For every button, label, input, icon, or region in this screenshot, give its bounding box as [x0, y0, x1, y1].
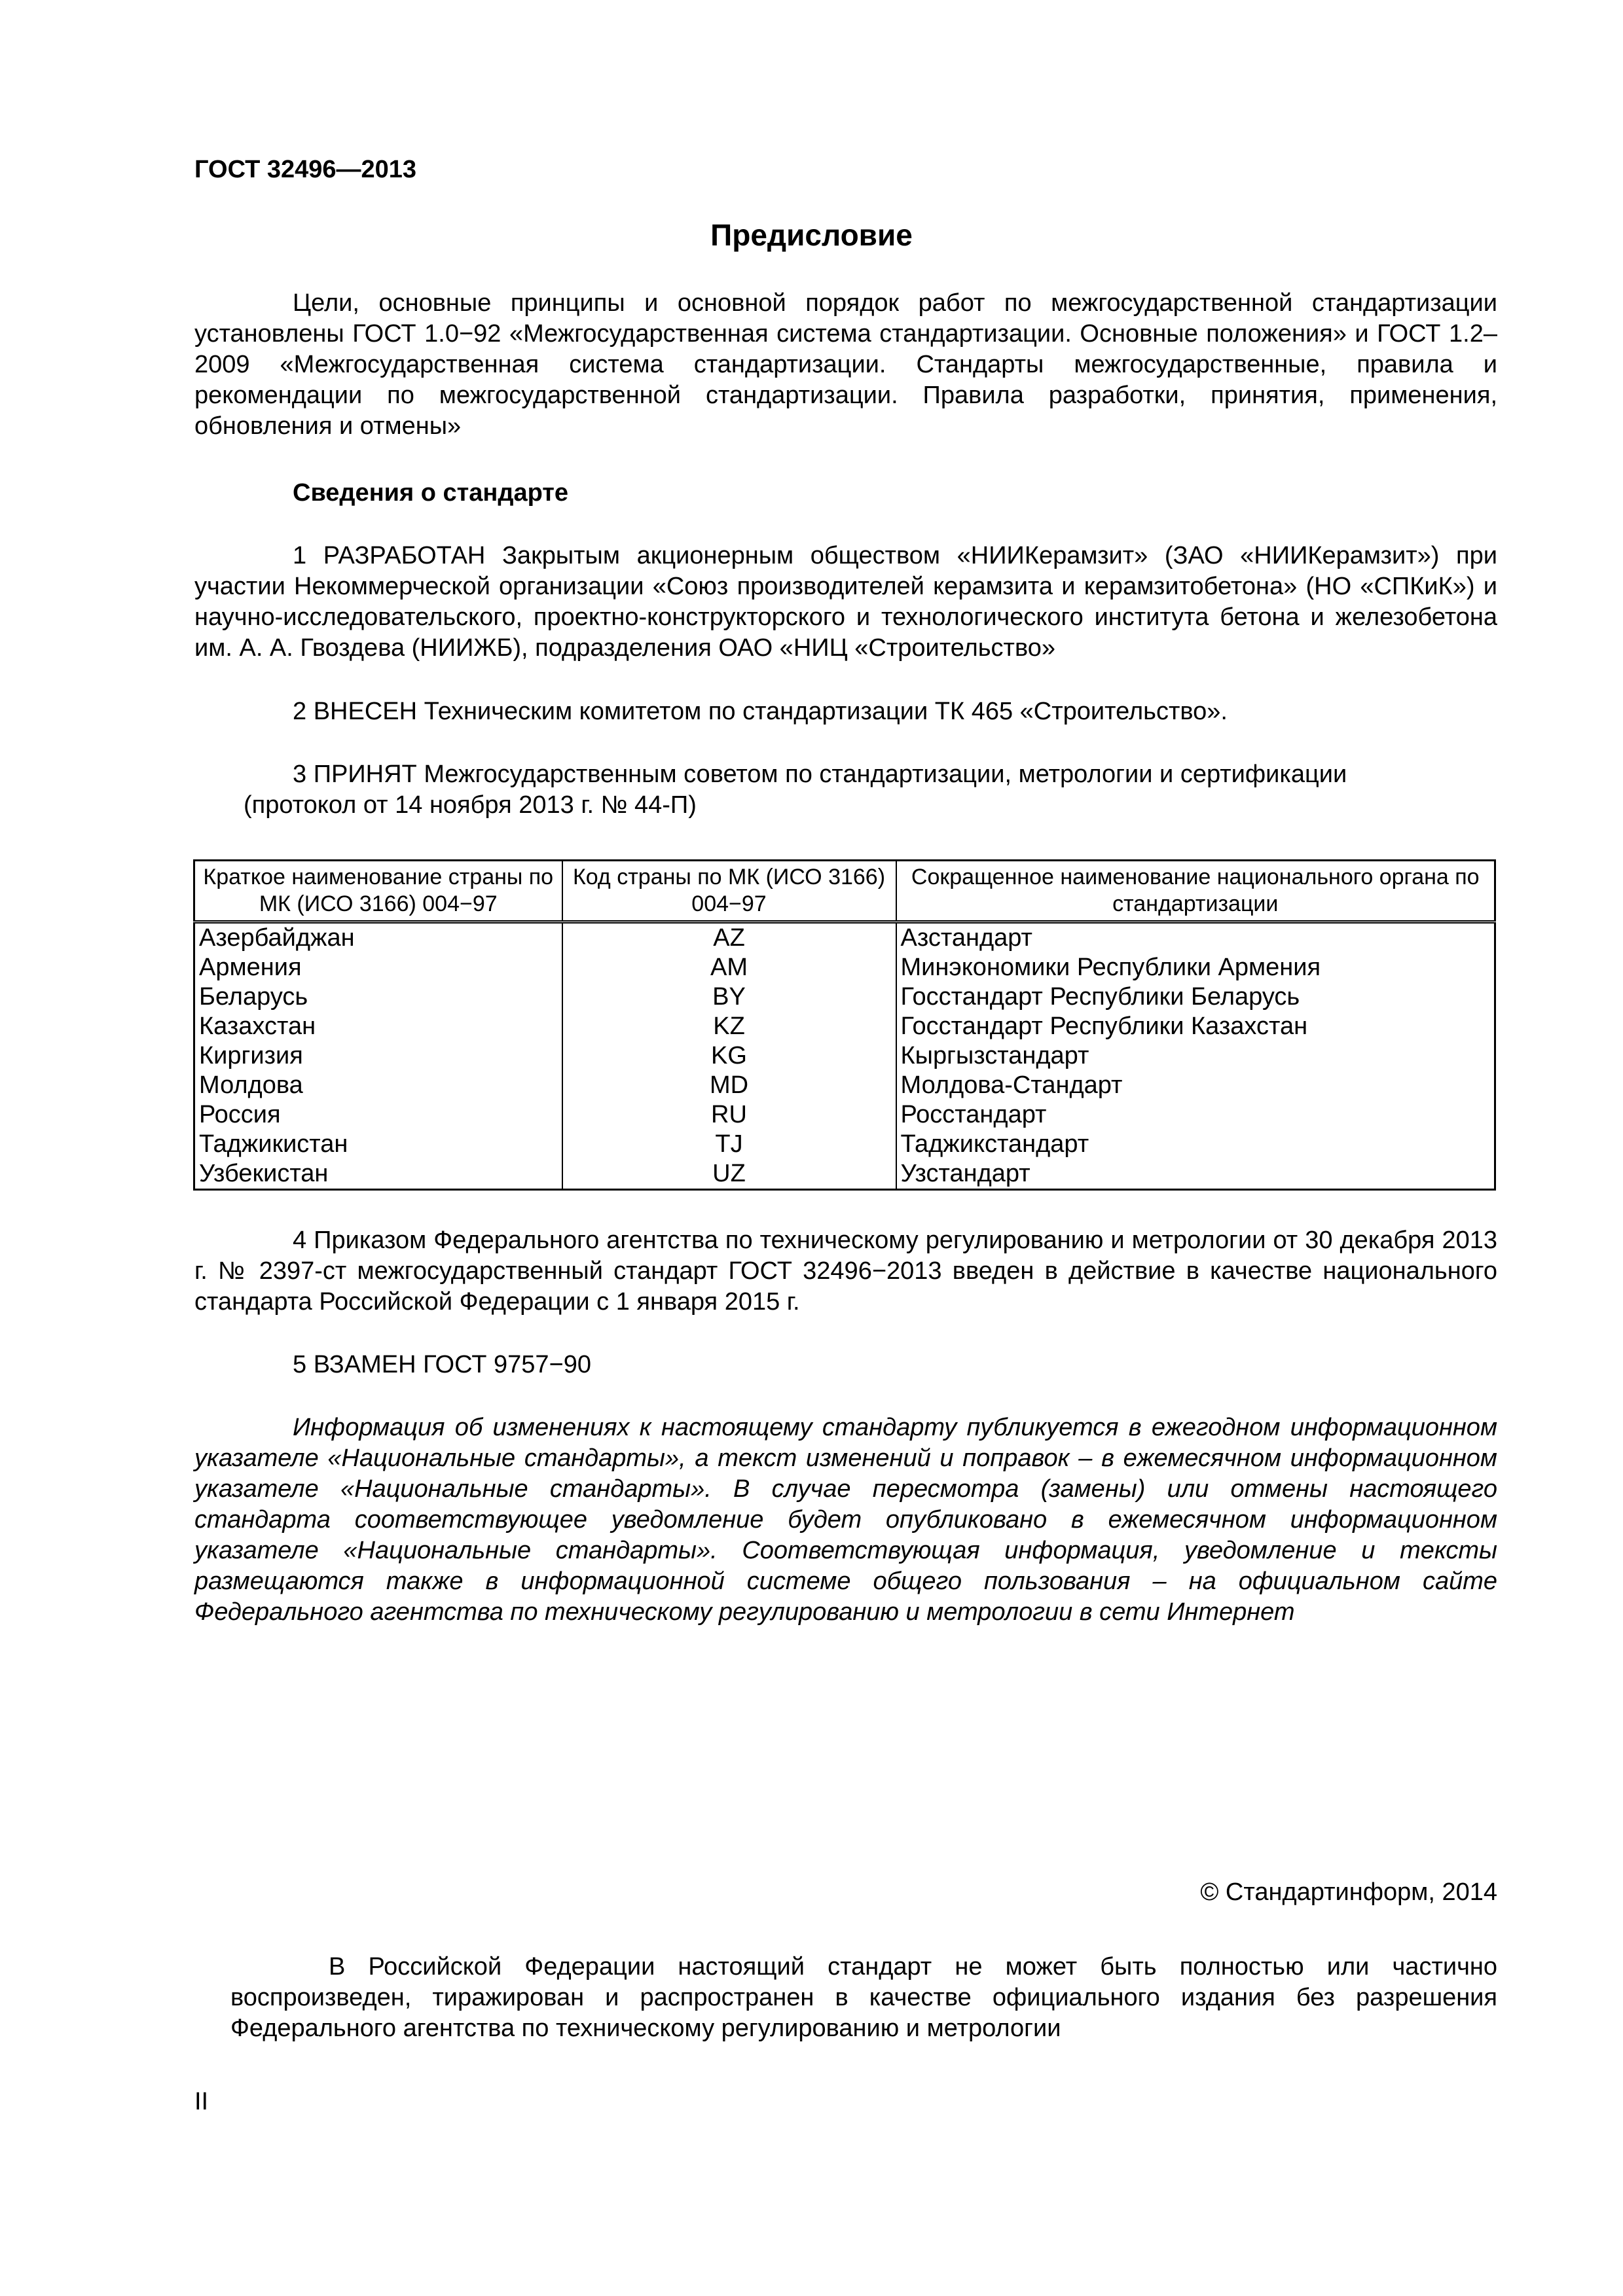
cell-country: Молдова: [194, 1071, 562, 1100]
cell-country: Армения: [194, 953, 562, 982]
cell-body: Таджикстандарт: [896, 1130, 1495, 1159]
cell-body: Узстандарт: [896, 1159, 1495, 1190]
cell-body: Росстандарт: [896, 1100, 1495, 1130]
member-states-table: [193, 859, 1496, 1191]
cell-country: Казахстан: [194, 1012, 562, 1041]
footer-note-paragraph: В Российской Федерации настоящий стандарт не может быть полностью или частично воспроизведен, тиражирован и распространен в качестве официального издания без разрешения Федерального агентства по техническому регулированию и метрологии: [230, 1953, 1497, 2042]
cell-country: Азербайджан: [194, 922, 562, 954]
cell-code: AM: [562, 953, 896, 982]
item2-paragraph: 2 ВНЕСЕН Техническим комитетом по стандартизации ТК 465 «Строительство».: [293, 698, 1228, 725]
info-note-block: [194, 1412, 1497, 1628]
item5-paragraph: 5 ВЗАМЕН ГОСТ 9757−90: [293, 1351, 592, 1378]
cell-code: UZ: [562, 1159, 896, 1190]
item3-protocol: (протокол от 14 ноября 2013 г. № 44-П): [244, 791, 697, 819]
table-row: [194, 1159, 1495, 1190]
cell-code: KZ: [562, 1012, 896, 1041]
item1-paragraph: 1 РАЗРАБОТАН Закрытым акционерным обществом «НИИКерамзит» (ЗАО «НИИКерамзит») при участии Некоммерческой организации «Союз производителей керамзита и керамзитобетона» (НО «СПКиК») и научно-исследовательского, проектно-конструкторского и технологического института бетона и железобетона им. А. А. Гвоздева (НИИЖБ), подразделения ОАО «НИЦ «Строительство»: [194, 542, 1497, 662]
info-note-paragraph: Информация об изменениях к настоящему стандарту публикуется в ежегодном информационном указателе «Национальные стандарты», а текст изменений и поправок – в ежемесячном информационном указателе «Национальные стандарты». В случае пересмотра (замены) или отмены настоящего стандарта соответствующее уведомление будет опубликовано в ежемесячном информационном указателе «Национальные стандарты». Соответствующая информация, уведомление и тексты размещаются также в информационной системе общего пользования – на официальном сайте Федерального агентства по техническому регулированию и метрологии в сети Интернет: [194, 1414, 1497, 1626]
intro-block: [194, 288, 1497, 442]
cell-country: Киргизия: [194, 1041, 562, 1071]
cell-country: Таджикистан: [194, 1130, 562, 1159]
cell-body: Госстандарт Республики Казахстан: [896, 1012, 1495, 1041]
cell-country: Узбекистан: [194, 1159, 562, 1190]
cell-body: Минэкономики Республики Армения: [896, 953, 1495, 982]
table-header-code: Код страны по МК (ИСО 3166) 004−97: [562, 861, 896, 922]
table-row: [194, 1041, 1495, 1071]
item1-block: [194, 541, 1497, 664]
cell-body: Азстандарт: [896, 922, 1495, 954]
table-row: [194, 1100, 1495, 1130]
copyright-line: © Стандартинформ, 2014: [1200, 1878, 1497, 1906]
cell-code: MD: [562, 1071, 896, 1100]
cell-code: TJ: [562, 1130, 896, 1159]
cell-country: Россия: [194, 1100, 562, 1130]
item3-block: [194, 759, 1497, 821]
table-row: [194, 982, 1495, 1012]
cell-country: Беларусь: [194, 982, 562, 1012]
item4-block: [194, 1225, 1497, 1318]
cell-body: Молдова-Стандарт: [896, 1071, 1495, 1100]
cell-code: KG: [562, 1041, 896, 1071]
section-heading: Сведения о стандарте: [293, 479, 569, 507]
footer-note-block: [230, 1952, 1497, 2044]
item5-block: [194, 1350, 1497, 1380]
cell-body: Госстандарт Республики Беларусь: [896, 982, 1495, 1012]
page-title: Предисловие: [710, 218, 913, 252]
table-row: [194, 1071, 1495, 1100]
item3-paragraph: 3 ПРИНЯТ Межгосударственным советом по стандартизации, метрологии и сертификации: [293, 761, 1347, 788]
table-header-country: Краткое наименование страны по МК (ИСО 3166) 004−97: [194, 861, 562, 922]
cell-body: Кыргызстандарт: [896, 1041, 1495, 1071]
table-row: [194, 953, 1495, 982]
doc-code-header: ГОСТ 32496—2013: [194, 156, 417, 183]
item4-paragraph: 4 Приказом Федерального агентства по техническому регулированию и метрологии от 30 декабря 2013 г. № 2397-ст межгосударственный стандарт ГОСТ 32496−2013 введен в действие в качестве национального стандарта Российской Федерации с 1 января 2015 г.: [194, 1227, 1497, 1316]
intro-paragraph: Цели, основные принципы и основной порядок работ по межгосударственной стандартизации установлены ГОСТ 1.0−92 «Межгосударственная система стандартизации. Основные положения» и ГОСТ 1.2–2009 «Межгосударственная система стандартизации. Стандарты межгосударственные, правила и рекомендации по межгосударственной стандартизации. Правила разработки, принятия, применения, обновления и отмены»: [194, 289, 1497, 440]
item2-block: [194, 696, 1497, 727]
table-header-body: Сокращенное наименование национального органа по стандартизации: [896, 861, 1495, 922]
cell-code: RU: [562, 1100, 896, 1130]
page-number: II: [194, 2088, 209, 2115]
table-row: [194, 1130, 1495, 1159]
table-header-row: [194, 861, 1495, 922]
table-row: [194, 1012, 1495, 1041]
cell-code: BY: [562, 982, 896, 1012]
section-heading-block: [194, 478, 1497, 509]
table-row: [194, 922, 1495, 954]
cell-code: AZ: [562, 922, 896, 954]
